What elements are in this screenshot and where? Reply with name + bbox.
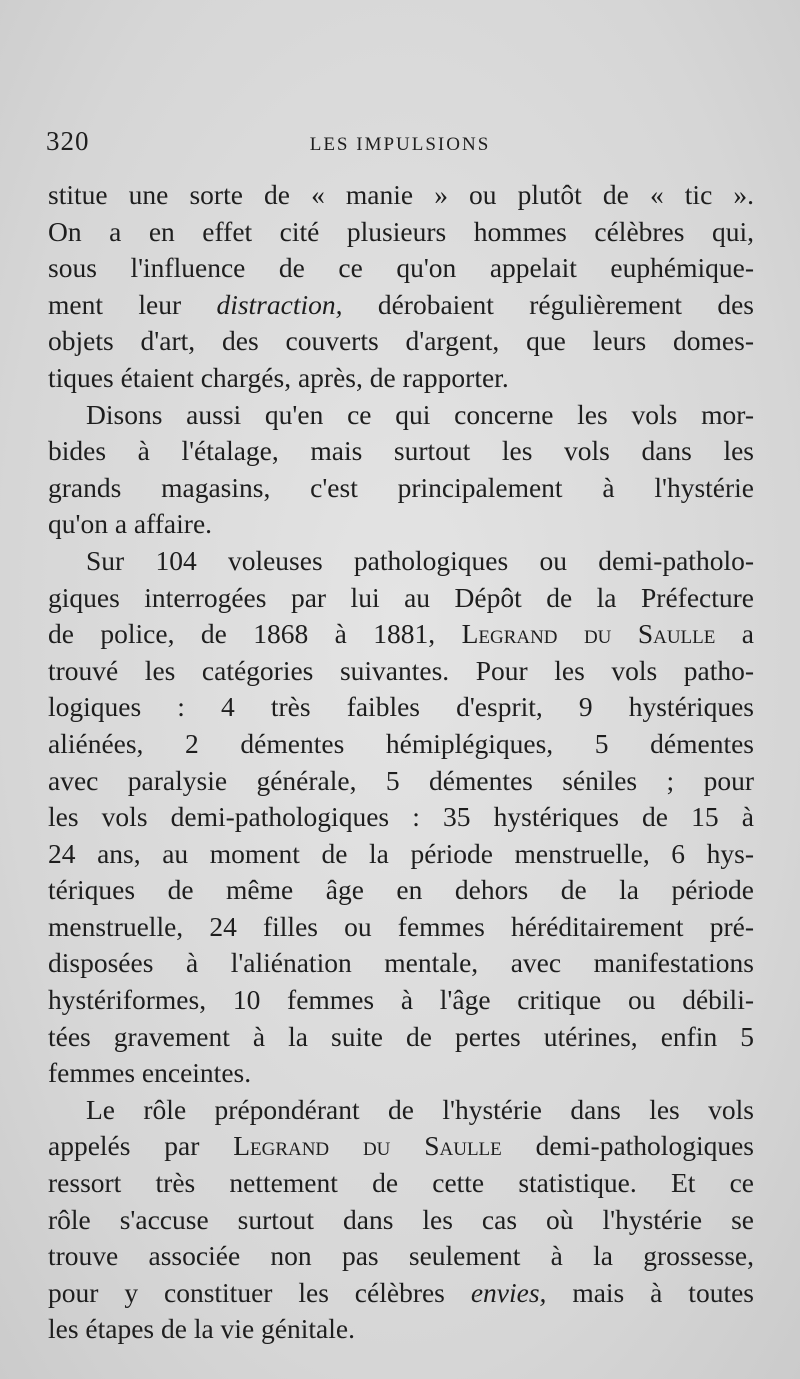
text-line: hystériformes, 10 femmes à l'âge critique ou débili-	[48, 984, 754, 1016]
text-line: menstruelle, 24 filles ou femmes héréditairement pré-	[48, 910, 754, 942]
author-name: Saulle	[424, 1130, 502, 1162]
text-line: pour y constituer les célèbres envies, mais à toutes	[48, 1276, 754, 1308]
text-line: aliénées, 2 démentes hémiplégiques, 5 démentes	[48, 727, 754, 759]
text-line: stitue une sorte de « manie » ou plutôt de « tic ».	[48, 179, 754, 210]
text-line: logiques : 4 très faibles d'esprit, 9 hystériques	[48, 691, 754, 723]
text-line: rôle s'accuse surtout dans les cas où l'hystérie se	[48, 1203, 754, 1235]
text-line: tées gravement à la suite de pertes utérines, enfin 5	[48, 1020, 754, 1052]
text-line: Le rôle prépondérant de l'hystérie dans les vols	[86, 1093, 754, 1125]
text-line: objets d'art, des couverts d'argent, que leurs domes-	[48, 325, 754, 357]
italic-term: distraction,	[216, 288, 343, 320]
text-line: de police, de 1868 à 1881, Legrand du Saulle a	[48, 618, 754, 650]
text-line: trouvé les catégories suivantes. Pour les vols patho-	[48, 654, 754, 686]
text-line: bides à l'étalage, mais surtout les vols dans les	[48, 435, 754, 467]
text-line: giques interrogées par lui au Dépôt de la Préfecture	[48, 581, 754, 613]
text-line: On a en effet cité plusieurs hommes célèbres qui,	[48, 215, 754, 247]
text-line: grands magasins, c'est principalement à l'hystérie	[48, 471, 754, 503]
page-header	[46, 126, 754, 166]
text-line: avec paralysie générale, 5 démentes séniles ; pour	[48, 764, 754, 796]
text-line: Disons aussi qu'en ce qui concerne les vols mor-	[86, 398, 754, 430]
body-text	[48, 177, 754, 1348]
text-line: Sur 104 voleuses pathologiques ou demi-patholo-	[86, 544, 754, 576]
author-name: Legrand	[233, 1130, 330, 1162]
page-number: 320	[46, 126, 90, 156]
author-name: Saulle	[637, 618, 716, 650]
text-line: appelés par Legrand du Saulle demi-pathologiques	[48, 1130, 754, 1162]
text-line: femmes enceintes.	[48, 1057, 252, 1089]
text-line: les étapes de la vie génitale.	[48, 1313, 355, 1345]
text-line: trouve associée non pas seulement à la grossesse,	[48, 1240, 754, 1272]
text-line: tiques étaient chargés, après, de rapporter.	[48, 361, 509, 393]
text-line: 24 ans, au moment de la période menstruelle, 6 hys-	[48, 837, 754, 869]
text-line: ressort très nettement de cette statistique. Et ce	[48, 1167, 754, 1199]
text-line: qu'on a affaire.	[48, 508, 213, 540]
text-line: les vols demi-pathologiques : 35 hystériques de 15 à	[48, 801, 754, 833]
text-line: sous l'influence de ce qu'on appelait euphémique-	[48, 252, 754, 284]
text-line: disposées à l'aliénation mentale, avec manifestations	[48, 947, 754, 979]
author-name: Legrand	[461, 618, 558, 650]
italic-term: envies,	[470, 1276, 547, 1308]
text-line: tériques de même âge en dehors de la période	[48, 874, 754, 906]
running-head: LES IMPULSIONS	[309, 134, 491, 155]
text-line: ment leur distraction, dérobaient régulièrement des	[48, 288, 754, 320]
